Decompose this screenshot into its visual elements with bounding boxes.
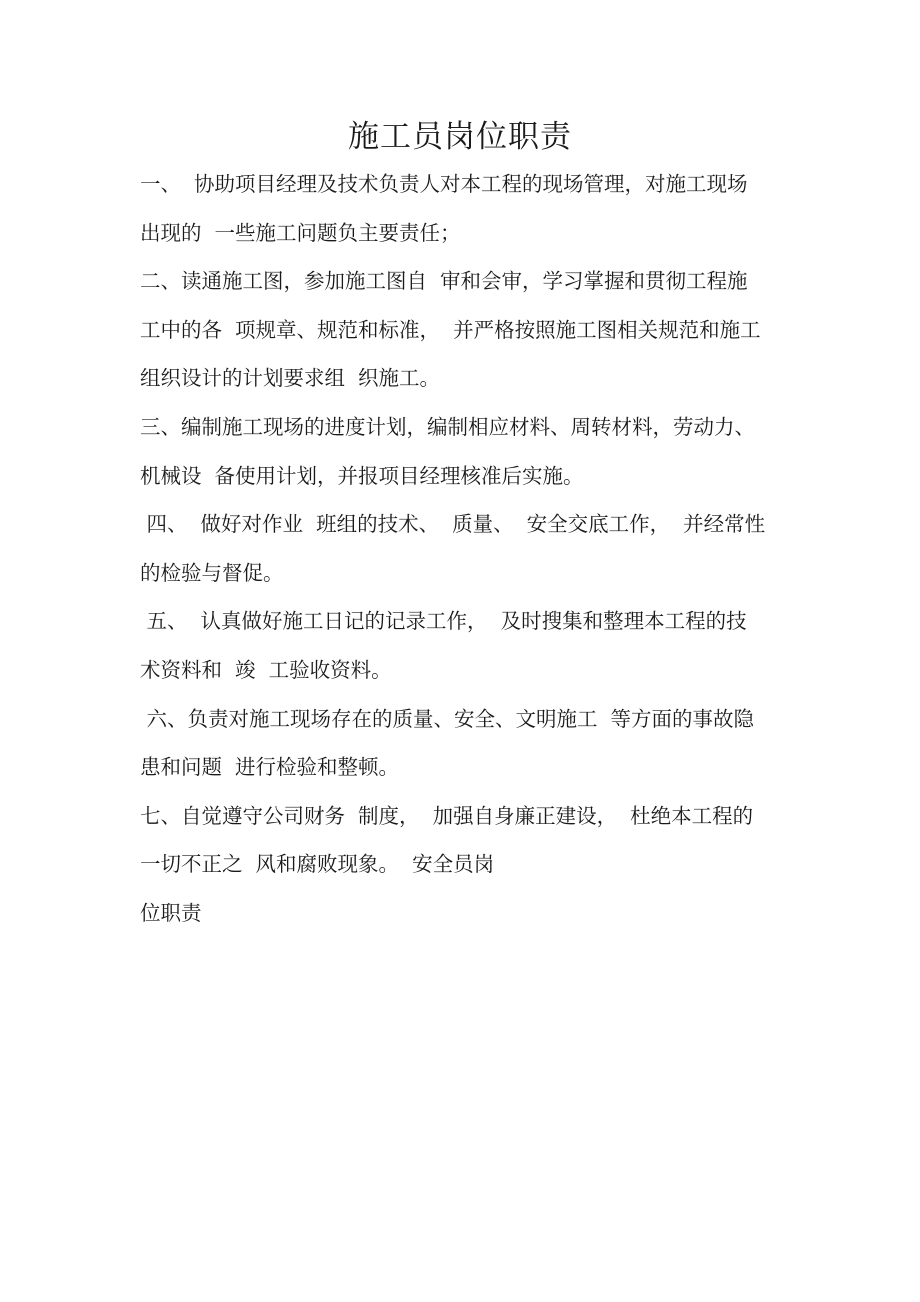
body-line: 五、 认真做好施工日记的记录工作， 及时搜集和整理本工程的技 xyxy=(140,609,747,634)
body-line: 患和问题 进行检验和整顿。 xyxy=(140,755,400,780)
body-line: 一、 协助项目经理及技术负责人对本工程的现场管理，对施工现场 xyxy=(140,172,748,196)
body-line: 机械设 备使用计划，并报项目经理核准后实施。 xyxy=(140,463,584,488)
body-line: 工中的各 项规章、规范和标准， 并严格按照施工图相关规范和施工 xyxy=(140,317,761,342)
body-line: 组织设计的计划要求组 织施工。 xyxy=(140,366,441,391)
body-line: 四、 做好对作业 班组的技术、 质量、 安全交底工作， 并经常性 xyxy=(140,512,766,537)
body-line: 术资料和 竣 工验收资料。 xyxy=(140,657,392,682)
body-line: 的检验与督促。 xyxy=(140,560,284,585)
document-body xyxy=(140,160,800,938)
body-line: 出现的 一些施工问题负主要责任； xyxy=(140,220,461,245)
body-line: 二、读通施工图，参加施工图自 审和会审，学习掌握和贯彻工程施 xyxy=(140,269,748,294)
body-line: 六、负责对施工现场存在的质量、安全、文明施工 等方面的事故隐 xyxy=(140,706,755,731)
body-line: 三、编制施工现场的进度计划，编制相应材料、周转材料，劳动力、 xyxy=(140,414,755,439)
document-title: 施工员岗位职责 xyxy=(348,119,572,155)
body-line: 一切不正之 风和腐败现象。 安全员岗 xyxy=(140,852,495,877)
body-line: 七、自觉遵守公司财务 制度， 加强自身廉正建设， 杜绝本工程的 xyxy=(140,803,754,828)
body-line: 位职责 xyxy=(140,900,202,925)
